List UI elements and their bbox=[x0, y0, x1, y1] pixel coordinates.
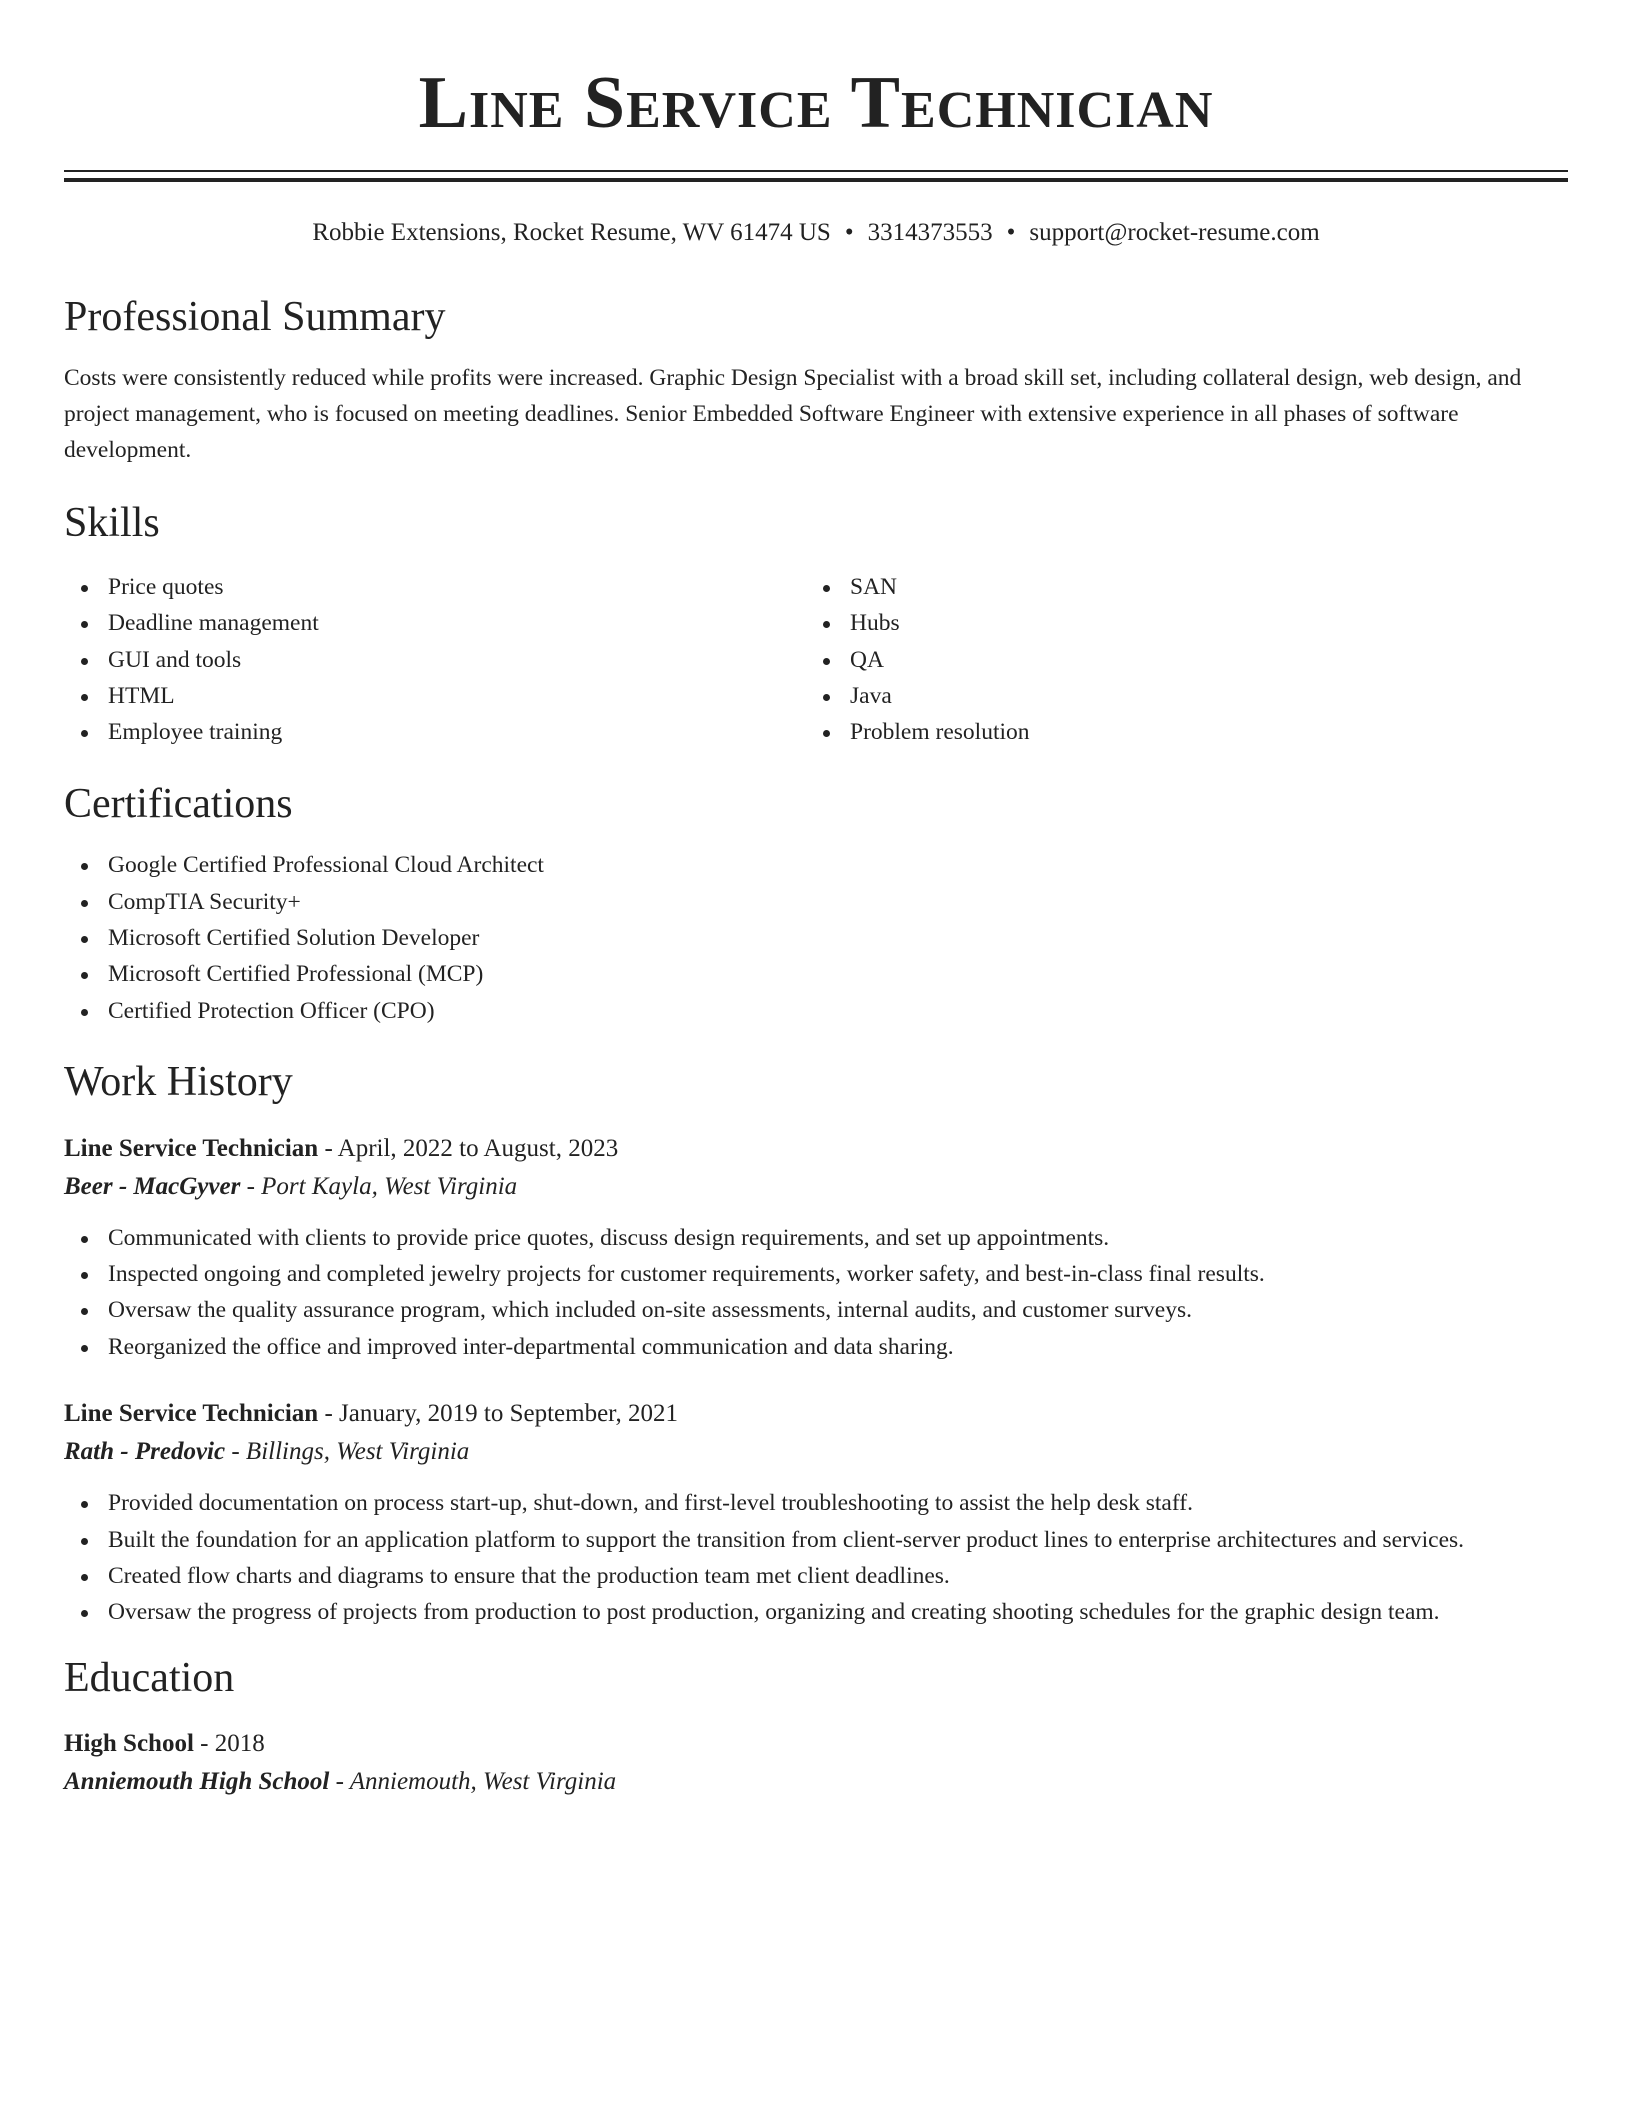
job-duty-item: Provided documentation on process start-up, shut-down, and first-level troubleshooting to assist the help desk staff. bbox=[64, 1485, 1568, 1521]
job-title: Line Service Technician bbox=[64, 1400, 319, 1428]
job-dates: - January, 2019 to September, 2021 bbox=[318, 1400, 678, 1428]
skills-heading: Skills bbox=[64, 500, 160, 547]
certification-item: Microsoft Certified Professional (MCP) bbox=[64, 956, 1568, 992]
contact-separator: • bbox=[844, 219, 854, 246]
job-duty-item: Built the foundation for an application platform to support the transition from client-server product lines to enterprise architectures and services. bbox=[64, 1522, 1568, 1558]
job-duty-item: Reorganized the office and improved inter-departmental communication and data sharing. bbox=[64, 1329, 1568, 1365]
education-school: Anniemouth High School bbox=[64, 1768, 330, 1796]
certification-item: Microsoft Certified Solution Developer bbox=[64, 920, 1568, 956]
education-entry bbox=[64, 1725, 1568, 1801]
job-company: Rath - Predovic bbox=[64, 1438, 226, 1466]
contact-email: support@rocket-resume.com bbox=[1029, 219, 1320, 246]
job-employer bbox=[64, 1168, 1568, 1206]
skill-item: Price quotes bbox=[64, 569, 806, 605]
contact-phone: 3314373553 bbox=[867, 219, 993, 246]
skills-columns bbox=[64, 569, 1568, 751]
certification-item: Certified Protection Officer (CPO) bbox=[64, 993, 1568, 1029]
skill-item: QA bbox=[806, 642, 1548, 678]
job-company: Beer - MacGyver bbox=[64, 1172, 241, 1200]
job-duties bbox=[64, 1220, 1568, 1366]
job-header bbox=[64, 1395, 1568, 1433]
certification-item: Google Certified Professional Cloud Architect bbox=[64, 847, 1568, 883]
summary-section bbox=[64, 292, 1568, 468]
education-year: - 2018 bbox=[193, 1730, 265, 1758]
skill-item: GUI and tools bbox=[64, 642, 806, 678]
education-heading: Education bbox=[64, 1654, 235, 1701]
certifications-heading: Certifications bbox=[64, 780, 293, 827]
job-duty-item: Created flow charts and diagrams to ensure that the production team met client deadlines. bbox=[64, 1558, 1568, 1594]
job-duty-item: Communicated with clients to provide price quotes, discuss design requirements, and set up appointments. bbox=[64, 1220, 1568, 1256]
skill-item: Deadline management bbox=[64, 605, 806, 641]
job-duty-item: Oversaw the progress of projects from production to post production, organizing and creating shooting schedules for the graphic design team. bbox=[64, 1594, 1568, 1630]
certifications-section bbox=[64, 779, 1568, 1029]
job-entry bbox=[64, 1395, 1568, 1631]
skills-section bbox=[64, 498, 1568, 750]
education-header bbox=[64, 1725, 1568, 1763]
work-history-section bbox=[64, 1057, 1568, 1631]
skill-item: Hubs bbox=[806, 605, 1548, 641]
job-location: - Port Kayla, West Virginia bbox=[240, 1172, 518, 1200]
skill-item: SAN bbox=[806, 569, 1548, 605]
skills-list-left bbox=[64, 569, 806, 751]
summary-heading: Professional Summary bbox=[64, 294, 446, 340]
contact-separator: • bbox=[1006, 219, 1016, 246]
skill-item: Problem resolution bbox=[806, 714, 1548, 750]
job-header bbox=[64, 1130, 1568, 1168]
job-employer bbox=[64, 1433, 1568, 1471]
job-title: Line Service Technician bbox=[64, 1134, 319, 1162]
work-history-heading: Work History bbox=[64, 1059, 293, 1106]
education-institution bbox=[64, 1763, 1568, 1801]
resume-title: Line Service Technician bbox=[418, 62, 1214, 144]
job-dates: - April, 2022 to August, 2023 bbox=[318, 1134, 619, 1162]
certifications-list bbox=[64, 847, 1568, 1029]
skill-item: Java bbox=[806, 678, 1548, 714]
summary-text: Costs were consistently reduced while profits were increased. Graphic Design Specialist with a broad skill set, including collateral design, web design, and project management, who is focused on meeting deadlines. Senior Embedded Software Engineer with extensive experience in all phases of software development. bbox=[64, 365, 1522, 464]
title-rule-thick bbox=[64, 178, 1568, 182]
skills-list-right bbox=[806, 569, 1548, 751]
skill-item: HTML bbox=[64, 678, 806, 714]
job-duty-item: Oversaw the quality assurance program, which included on-site assessments, internal audits, and customer surveys. bbox=[64, 1292, 1568, 1328]
education-degree: High School bbox=[64, 1730, 194, 1758]
education-section bbox=[64, 1653, 1568, 1801]
title-rule-thin bbox=[64, 170, 1568, 172]
job-duties bbox=[64, 1485, 1568, 1631]
contact-line bbox=[64, 218, 1568, 248]
skill-item: Employee training bbox=[64, 714, 806, 750]
contact-address: Robbie Extensions, Rocket Resume, WV 61474 US bbox=[312, 219, 831, 246]
education-location: - Anniemouth, West Virginia bbox=[329, 1768, 617, 1796]
job-duty-item: Inspected ongoing and completed jewelry projects for customer requirements, worker safety, and best-in-class final results. bbox=[64, 1256, 1568, 1292]
certification-item: CompTIA Security+ bbox=[64, 884, 1568, 920]
job-location: - Billings, West Virginia bbox=[225, 1438, 470, 1466]
job-entry bbox=[64, 1130, 1568, 1366]
